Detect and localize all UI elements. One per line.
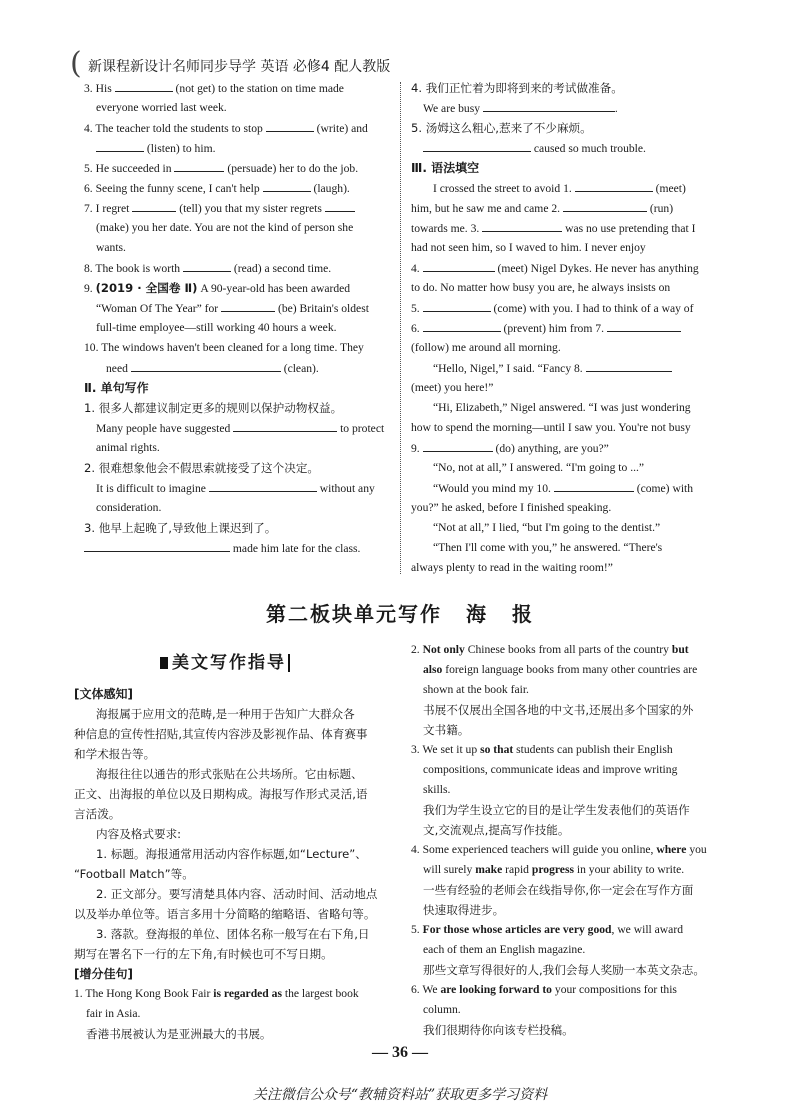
body-text: 海报往往以通告的形式张贴在公共场所。它由标题、 xyxy=(96,767,363,781)
sentence-translation: 文,交流观点,提高写作技能。 xyxy=(423,823,570,837)
cloze-line: “Hello, Nigel,” I said. “Fancy 8. xyxy=(411,358,723,378)
exercise-item: full-time employee—still working 40 hours a week. xyxy=(96,321,337,334)
body-text: 和学术报告等。 xyxy=(74,747,156,761)
exercise-item: animal rights. xyxy=(96,441,160,454)
sample-sentence: each of them an English magazine. xyxy=(423,943,586,956)
answer-blank[interactable] xyxy=(266,118,314,132)
answer-blank[interactable] xyxy=(221,298,275,312)
subsection-tag: [增分佳句] xyxy=(74,967,133,981)
right-column xyxy=(411,78,723,578)
cloze-line: “Then I'll come with you,” he answered. “There's xyxy=(433,541,663,554)
body-text: 内容及格式要求: xyxy=(96,827,182,841)
chinese-prompt: 2. 很难想象他会不假思索就接受了这个决定。 xyxy=(84,461,320,475)
sample-sentence: shown at the book fair. xyxy=(423,683,529,696)
exercise-item: It is difficult to imagine without any xyxy=(84,478,390,498)
chinese-prompt: 4. 我们正忙着为即将到来的考试做准备。 xyxy=(411,81,623,95)
cloze-line: you?” he asked, before I finished speaking. xyxy=(411,501,612,514)
answer-blank[interactable] xyxy=(563,198,647,212)
cloze-line: 4. (meet) Nigel Dykes. He never has anything xyxy=(411,258,723,278)
answer-blank[interactable] xyxy=(482,218,562,232)
chinese-prompt: 1. 很多人都建议制定更多的规则以保护动物权益。 xyxy=(84,401,343,415)
sentence-translation: 快速取得进步。 xyxy=(423,903,505,917)
subsection-tag: [文体感知] xyxy=(74,687,133,701)
sample-sentence: 5. For those whose articles are very good, we will award xyxy=(411,923,683,936)
section-heading: Ⅲ. 语法填空 xyxy=(411,161,480,175)
answer-blank[interactable] xyxy=(586,358,672,372)
cloze-line: had not seen him, so I waved to him. I never enjoy xyxy=(411,241,646,254)
exercise-item: 8. The book is worth (read) a second time. xyxy=(84,258,390,278)
body-text: 期写在署名下一行的左下角,有时候也可不写日期。 xyxy=(74,947,333,961)
exercise-item: 9. (2019 · 全国卷 Ⅱ) A 90-year-old has been awarded xyxy=(84,281,351,295)
exercise-item: caused so much trouble. xyxy=(411,138,723,158)
sentence-translation: 我们很期待你向该专栏投稿。 xyxy=(423,1023,574,1037)
exercise-item: Many people have suggested to protect xyxy=(84,418,390,438)
cloze-line: (meet) you here!” xyxy=(411,381,494,394)
exercise-item: We are busy . xyxy=(411,98,723,118)
exercise-item: everyone worried last week. xyxy=(96,101,227,114)
body-text: 以及举办单位等。语言多用十分简略的缩略语、省略句等。 xyxy=(74,907,376,921)
sentence-translation: 书展不仅展出全国各地的中文书,还展出多个国家的外 xyxy=(423,703,694,717)
answer-blank[interactable] xyxy=(423,258,495,272)
sample-sentence: fair in Asia. xyxy=(86,1007,141,1020)
answer-blank[interactable] xyxy=(483,98,615,112)
answer-blank[interactable] xyxy=(96,138,144,152)
cloze-line: to do. No matter how busy you are, he always insists on xyxy=(411,281,671,294)
answer-blank[interactable] xyxy=(131,358,281,372)
sample-sentence: 6. We are looking forward to your compositions for this xyxy=(411,983,677,996)
sample-sentence: 3. We set it up so that students can publish their English xyxy=(411,743,673,756)
guide-title: 美文写作指导 xyxy=(160,648,290,673)
answer-blank[interactable] xyxy=(115,78,173,92)
guide-left-column xyxy=(74,684,394,1044)
exercise-item: (listen) to him. xyxy=(84,138,390,158)
exercise-item: wants. xyxy=(96,241,126,254)
chinese-prompt: 3. 他早上起晚了,导致他上课迟到了。 xyxy=(84,521,277,535)
guide-right-column xyxy=(411,640,723,1040)
cloze-line: towards me. 3. was no use pretending that I xyxy=(411,218,723,238)
cloze-line: “Not at all,” I lied, “but I'm going to the dentist.” xyxy=(433,521,661,534)
exercise-item: consideration. xyxy=(96,501,162,514)
header-brace-icon: ( xyxy=(70,46,82,81)
sample-sentence: skills. xyxy=(423,783,451,796)
body-text: 种信息的宣传性招贴,其宣传内容涉及影视作品、体育赛事 xyxy=(74,727,368,741)
body-text: 海报属于应用文的范畴,是一种用于告知广大群众各 xyxy=(96,707,355,721)
cloze-line: I crossed the street to avoid 1. (meet) xyxy=(411,178,723,198)
page-number: — 36 — xyxy=(372,1044,428,1061)
text-cursor-icon xyxy=(288,654,290,672)
body-text: 3. 落款。登海报的单位、团体名称一般写在右下角,日 xyxy=(96,927,370,941)
answer-blank[interactable] xyxy=(325,198,355,212)
body-text: 言活泼。 xyxy=(74,807,121,821)
sentence-translation: 香港书展被认为是亚洲最大的书展。 xyxy=(86,1027,272,1041)
chinese-prompt: 5. 汤姆这么粗心,惹来了不少麻烦。 xyxy=(411,121,592,135)
exercise-item: 7. I regret (tell) you that my sister regrets xyxy=(84,198,390,218)
exercise-item: “Woman Of The Year” for (be) Britain's oldest xyxy=(84,298,390,318)
answer-blank[interactable] xyxy=(423,438,493,452)
cloze-line: “Hi, Elizabeth,” Nigel answered. “I was just wondering xyxy=(433,401,691,414)
sample-sentence: 1. The Hong Kong Book Fair is regarded as the largest book xyxy=(74,987,359,1000)
body-text: 2. 正文部分。要写清楚具体内容、活动时间、活动地点 xyxy=(96,887,378,901)
exercise-item: 10. The windows haven't been cleaned for a long time. They xyxy=(84,341,364,354)
header-title: 新课程新设计名师同步导学 英语 必修4 配人教版 xyxy=(88,59,391,75)
cloze-line: how to spend the morning—until I saw you. You're not busy xyxy=(411,421,691,434)
exercise-item: need (clean). xyxy=(84,358,390,378)
exercise-item: 3. His (not get) to the station on time made xyxy=(84,78,390,98)
exercise-item: 5. He succeeded in (persuade) her to do the job. xyxy=(84,158,390,178)
exercise-item: (make) you her date. You are not the kind of person she xyxy=(96,221,354,234)
answer-blank[interactable] xyxy=(233,418,337,432)
section-heading: Ⅱ. 单句写作 xyxy=(84,381,149,395)
answer-blank[interactable] xyxy=(423,318,501,332)
answer-blank[interactable] xyxy=(84,538,230,552)
cloze-line: 9. (do) anything, are you?” xyxy=(411,438,723,458)
sample-sentence: 2. Not only Chinese books from all parts of the country but xyxy=(411,643,689,656)
sentence-translation: 一些有经验的老师会在线指导你,你一定会在写作方面 xyxy=(423,883,694,897)
column-divider xyxy=(400,82,401,574)
sentence-translation: 我们为学生设立它的目的是让学生发表他们的英语作 xyxy=(423,803,690,817)
section-banner: 第二板块单元写作 海 报 xyxy=(266,602,534,626)
answer-blank[interactable] xyxy=(554,478,634,492)
body-text: 正文、出海报的单位以及日期构成。海报写作形式灵活,语 xyxy=(74,787,368,801)
answer-blank[interactable] xyxy=(263,178,311,192)
footer-note: 关注微信公众号“教辅资料站”获取更多学习资料 xyxy=(252,1087,548,1103)
body-text: “Football Match”等。 xyxy=(74,867,194,881)
cloze-line: “No, not at all,” I answered. “I'm going to ...” xyxy=(433,461,645,474)
sample-sentence: column. xyxy=(423,1003,461,1016)
answer-blank[interactable] xyxy=(423,138,531,152)
answer-blank[interactable] xyxy=(209,478,317,492)
left-column xyxy=(84,78,390,558)
answer-blank[interactable] xyxy=(607,318,681,332)
answer-blank[interactable] xyxy=(174,158,224,172)
answer-blank[interactable] xyxy=(183,258,231,272)
cloze-line: (follow) me around all morning. xyxy=(411,341,561,354)
answer-blank[interactable] xyxy=(575,178,653,192)
answer-blank[interactable] xyxy=(423,298,491,312)
cloze-line: “Would you mind my 10. (come) with xyxy=(411,478,723,498)
sample-sentence: also foreign language books from many other countries are xyxy=(423,663,698,676)
cloze-line: always plenty to read in the waiting room!” xyxy=(411,561,613,574)
sample-sentence: compositions, communicate ideas and improve writing xyxy=(423,763,678,776)
sentence-translation: 文书籍。 xyxy=(423,723,470,737)
sample-sentence: will surely make rapid progress in your ability to write. xyxy=(423,863,685,876)
answer-blank[interactable] xyxy=(132,198,176,212)
cloze-line: him, but he saw me and came 2. (run) xyxy=(411,198,723,218)
cloze-line: 6. (prevent) him from 7. xyxy=(411,318,723,338)
sentence-translation: 那些文章写得很好的人,我们会每人奖励一本英文杂志。 xyxy=(423,963,705,977)
page-header xyxy=(70,46,722,81)
bookmark-icon xyxy=(160,657,168,669)
sample-sentence: 4. Some experienced teachers will guide you online, where you xyxy=(411,843,707,856)
exercise-item: 6. Seeing the funny scene, I can't help (laugh). xyxy=(84,178,390,198)
exercise-item: made him late for the class. xyxy=(84,538,390,558)
body-text: 1. 标题。海报通常用活动内容作标题,如“Lecture”、 xyxy=(96,847,367,861)
cloze-line: 5. (come) with you. I had to think of a way of xyxy=(411,298,723,318)
exercise-item: 4. The teacher told the students to stop (write) and xyxy=(84,118,390,138)
